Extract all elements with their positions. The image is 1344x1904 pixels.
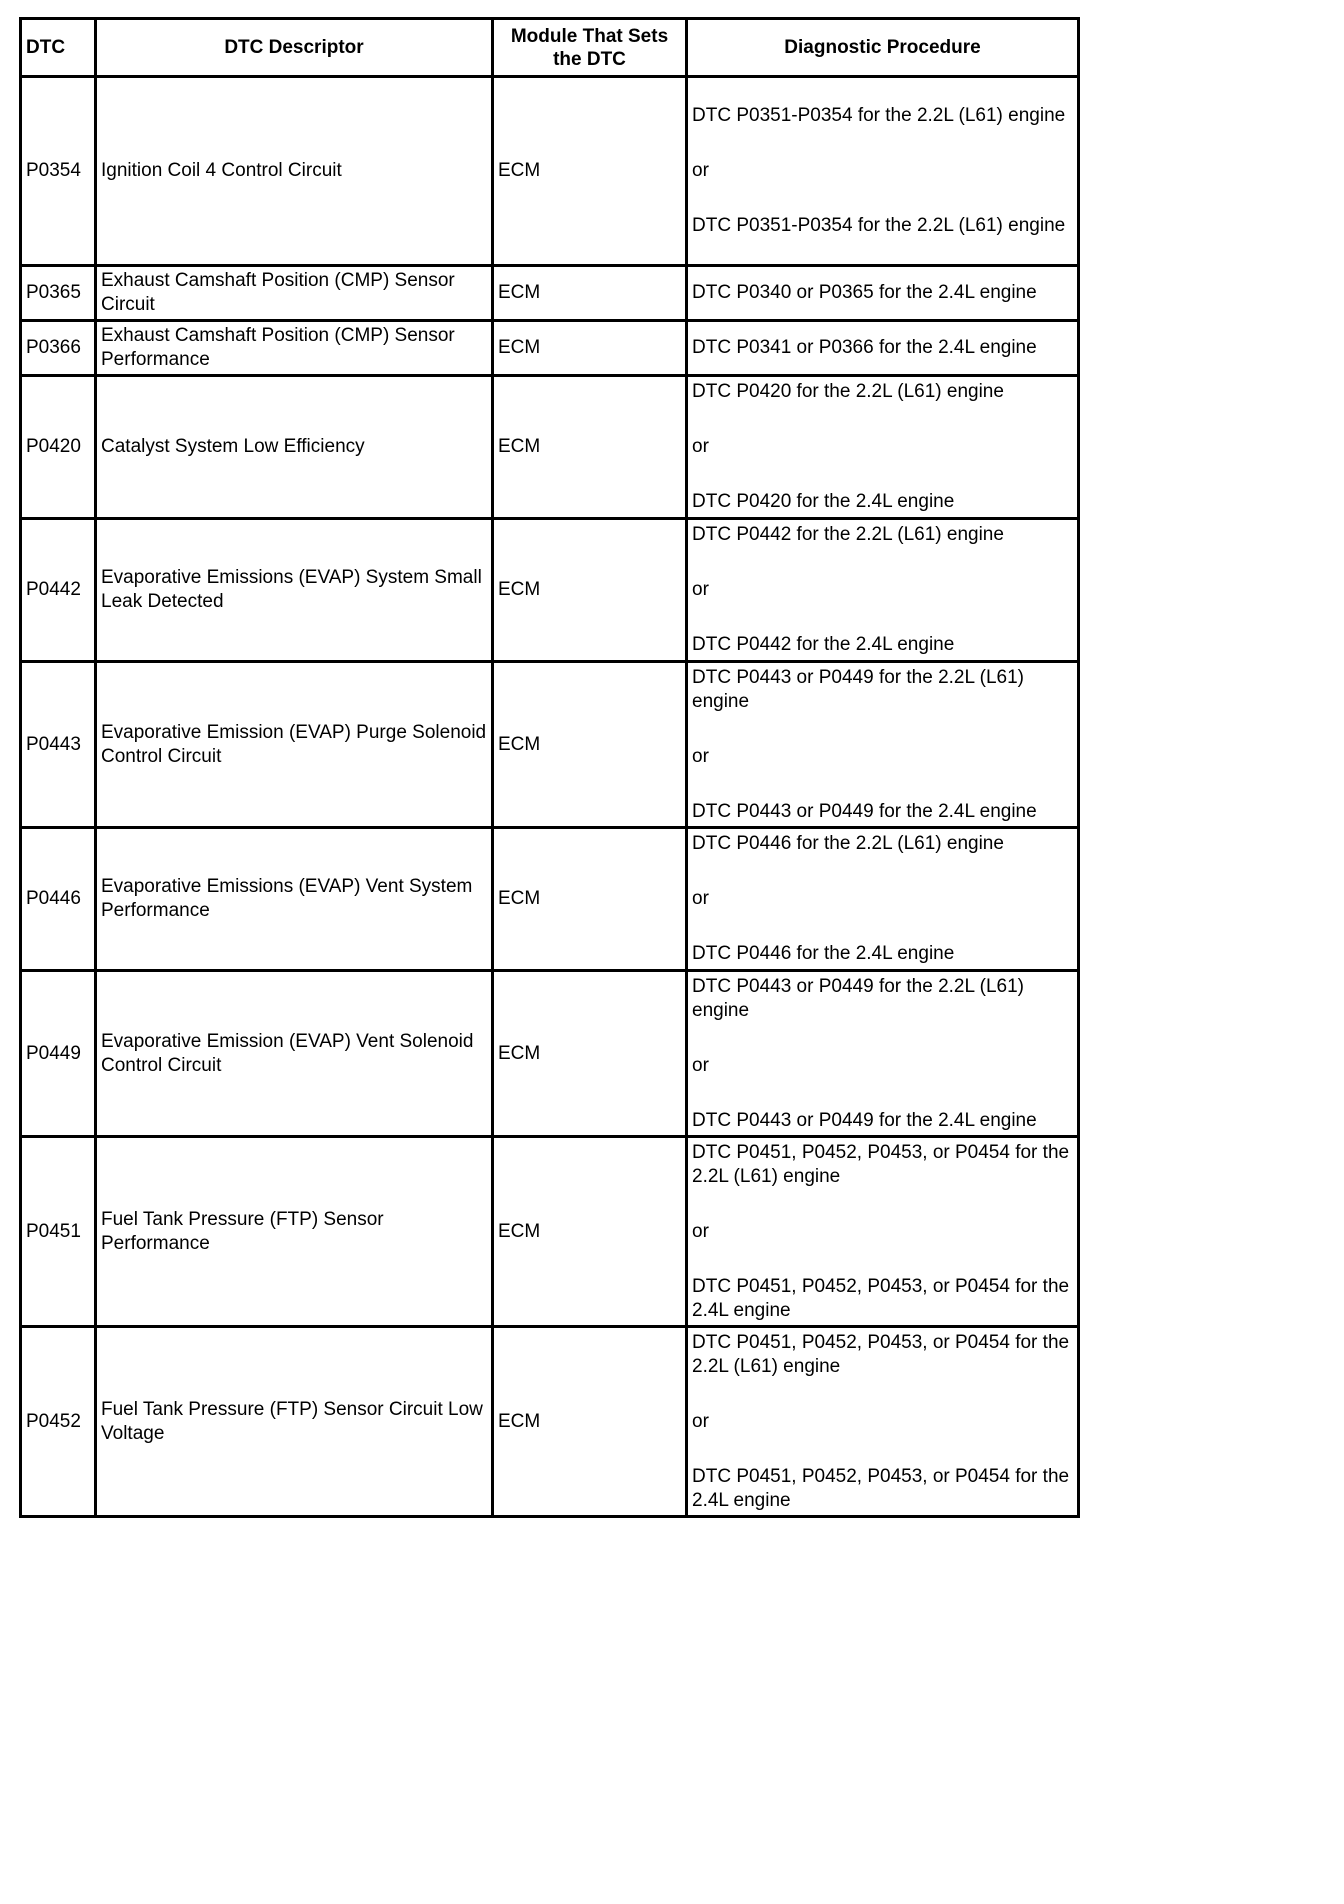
diagnostic-procedure-cell bbox=[687, 1137, 1079, 1327]
table-header bbox=[21, 19, 1079, 77]
dtc-descriptor-cell: Evaporative Emission (EVAP) Vent Solenoid Control Circuit bbox=[96, 971, 493, 1137]
procedure-or-separator: or bbox=[692, 436, 709, 457]
diagnostic-procedure-cell bbox=[687, 1327, 1079, 1517]
module-cell: ECM bbox=[493, 321, 687, 376]
procedure-or-separator: or bbox=[692, 1054, 709, 1076]
table-body bbox=[21, 77, 1079, 1517]
procedure-spacer bbox=[692, 602, 1073, 633]
procedure-or-separator: or bbox=[692, 579, 709, 600]
dtc-code-cell: P0443 bbox=[21, 662, 96, 828]
procedure-spacer bbox=[692, 1379, 1073, 1410]
dtc-table bbox=[19, 17, 1080, 1518]
procedure-link-text: DTC P0442 for the 2.4L engine bbox=[692, 634, 955, 655]
procedure-spacer bbox=[692, 1189, 1073, 1220]
procedure-link-text: DTC P0451, P0452, P0453, or P0454 for the 2.2L (L61) engine bbox=[692, 1331, 1070, 1377]
procedure-or-separator: or bbox=[692, 160, 709, 181]
procedure-or-separator: or bbox=[692, 745, 709, 767]
dtc-code-cell: P0354 bbox=[21, 77, 96, 266]
table-row bbox=[21, 971, 1079, 1137]
procedure-spacer bbox=[692, 183, 1073, 214]
procedure-spacer bbox=[692, 1078, 1073, 1109]
table-row bbox=[21, 1137, 1079, 1327]
dtc-code-cell: P0365 bbox=[21, 266, 96, 321]
table-row bbox=[21, 77, 1079, 266]
procedure-spacer bbox=[692, 128, 1073, 159]
dtc-descriptor-cell: Evaporative Emission (EVAP) Purge Solenoid Control Circuit bbox=[96, 662, 493, 828]
table-row bbox=[21, 828, 1079, 971]
procedure-spacer bbox=[692, 1023, 1073, 1054]
module-cell: ECM bbox=[493, 662, 687, 828]
dtc-descriptor-cell: Evaporative Emissions (EVAP) Vent System Performance bbox=[96, 828, 493, 971]
procedure-link-text: DTC P0443 or P0449 for the 2.4L engine bbox=[692, 1109, 1037, 1131]
procedure-link-text: DTC P0451, P0452, P0453, or P0454 for the 2.2L (L61) engine bbox=[692, 1141, 1070, 1187]
dtc-descriptor-cell: Fuel Tank Pressure (FTP) Sensor Circuit Low Voltage bbox=[96, 1327, 493, 1517]
dtc-descriptor-cell: Catalyst System Low Efficiency bbox=[96, 376, 493, 519]
module-cell: ECM bbox=[493, 266, 687, 321]
procedure-link-text: DTC P0446 for the 2.4L engine bbox=[692, 943, 955, 964]
dtc-descriptor-cell: Exhaust Camshaft Position (CMP) Sensor Performance bbox=[96, 321, 493, 376]
procedure-link-text: DTC P0443 or P0449 for the 2.2L (L61) engine bbox=[692, 975, 1024, 1021]
procedure-link-text: DTC P0451, P0452, P0453, or P0454 for the 2.4L engine bbox=[692, 1275, 1070, 1321]
procedure-or-separator: or bbox=[692, 888, 709, 909]
dtc-code-cell: P0366 bbox=[21, 321, 96, 376]
dtc-descriptor-cell: Evaporative Emissions (EVAP) System Small Leak Detected bbox=[96, 519, 493, 662]
diagnostic-procedure-cell bbox=[687, 519, 1079, 662]
dtc-descriptor-cell: Exhaust Camshaft Position (CMP) Sensor Circuit bbox=[96, 266, 493, 321]
procedure-link-text: DTC P0341 or P0366 for the 2.4L engine bbox=[692, 337, 1037, 358]
procedure-link-text: DTC P0420 for the 2.2L (L61) engine bbox=[692, 381, 1004, 402]
dtc-code-cell: P0449 bbox=[21, 971, 96, 1137]
diagnostic-procedure-cell bbox=[687, 971, 1079, 1137]
procedure-spacer bbox=[692, 459, 1073, 490]
procedure-spacer bbox=[692, 1244, 1073, 1275]
diagnostic-procedure-cell bbox=[687, 662, 1079, 828]
module-cell: ECM bbox=[493, 376, 687, 519]
diagnostic-procedure-cell bbox=[687, 828, 1079, 971]
module-cell: ECM bbox=[493, 519, 687, 662]
module-cell: ECM bbox=[493, 1327, 687, 1517]
procedure-spacer bbox=[692, 714, 1073, 745]
dtc-descriptor-cell: Fuel Tank Pressure (FTP) Sensor Performance bbox=[96, 1137, 493, 1327]
module-cell: ECM bbox=[493, 1137, 687, 1327]
procedure-spacer bbox=[692, 404, 1073, 435]
procedure-link-text: DTC P0443 or P0449 for the 2.2L (L61) engine bbox=[692, 666, 1024, 712]
dtc-descriptor-cell: Ignition Coil 4 Control Circuit bbox=[96, 77, 493, 266]
header-row bbox=[21, 19, 1079, 77]
table-row bbox=[21, 519, 1079, 662]
diagnostic-procedure-cell bbox=[687, 321, 1079, 376]
procedure-link-text: DTC P0451, P0452, P0453, or P0454 for the 2.4L engine bbox=[692, 1465, 1070, 1511]
dtc-code-cell: P0446 bbox=[21, 828, 96, 971]
dtc-code-cell: P0452 bbox=[21, 1327, 96, 1517]
procedure-link-text: DTC P0443 or P0449 for the 2.4L engine bbox=[692, 800, 1037, 822]
module-cell: ECM bbox=[493, 77, 687, 266]
diagnostic-procedure-cell bbox=[687, 77, 1079, 266]
diagnostic-procedure-cell bbox=[687, 266, 1079, 321]
procedure-link-text: DTC P0420 for the 2.4L engine bbox=[692, 491, 955, 512]
procedure-link-text: DTC P0351-P0354 for the 2.2L (L61) engine bbox=[692, 215, 1066, 236]
header-descriptor: DTC Descriptor bbox=[96, 19, 493, 77]
procedure-or-separator: or bbox=[692, 1220, 709, 1242]
header-module: Module That Sets the DTC bbox=[493, 19, 687, 77]
procedure-link-text: DTC P0351-P0354 for the 2.2L (L61) engine bbox=[692, 105, 1066, 126]
dtc-code-cell: P0420 bbox=[21, 376, 96, 519]
procedure-link-text: DTC P0340 or P0365 for the 2.4L engine bbox=[692, 282, 1037, 303]
table-row bbox=[21, 266, 1079, 321]
procedure-spacer bbox=[692, 547, 1073, 578]
dtc-code-cell: P0451 bbox=[21, 1137, 96, 1327]
procedure-or-separator: or bbox=[692, 1410, 709, 1432]
table-row bbox=[21, 376, 1079, 519]
module-cell: ECM bbox=[493, 971, 687, 1137]
procedure-spacer bbox=[692, 769, 1073, 800]
table-row bbox=[21, 321, 1079, 376]
table-row bbox=[21, 662, 1079, 828]
dtc-code-cell: P0442 bbox=[21, 519, 96, 662]
table-row bbox=[21, 1327, 1079, 1517]
procedure-spacer bbox=[692, 856, 1073, 887]
procedure-link-text: DTC P0446 for the 2.2L (L61) engine bbox=[692, 833, 1004, 854]
procedure-spacer bbox=[692, 1434, 1073, 1465]
header-dtc: DTC bbox=[21, 19, 96, 77]
diagnostic-procedure-cell bbox=[687, 376, 1079, 519]
header-procedure: Diagnostic Procedure bbox=[687, 19, 1079, 77]
procedure-link-text: DTC P0442 for the 2.2L (L61) engine bbox=[692, 524, 1004, 545]
module-cell: ECM bbox=[493, 828, 687, 971]
procedure-spacer bbox=[692, 911, 1073, 942]
